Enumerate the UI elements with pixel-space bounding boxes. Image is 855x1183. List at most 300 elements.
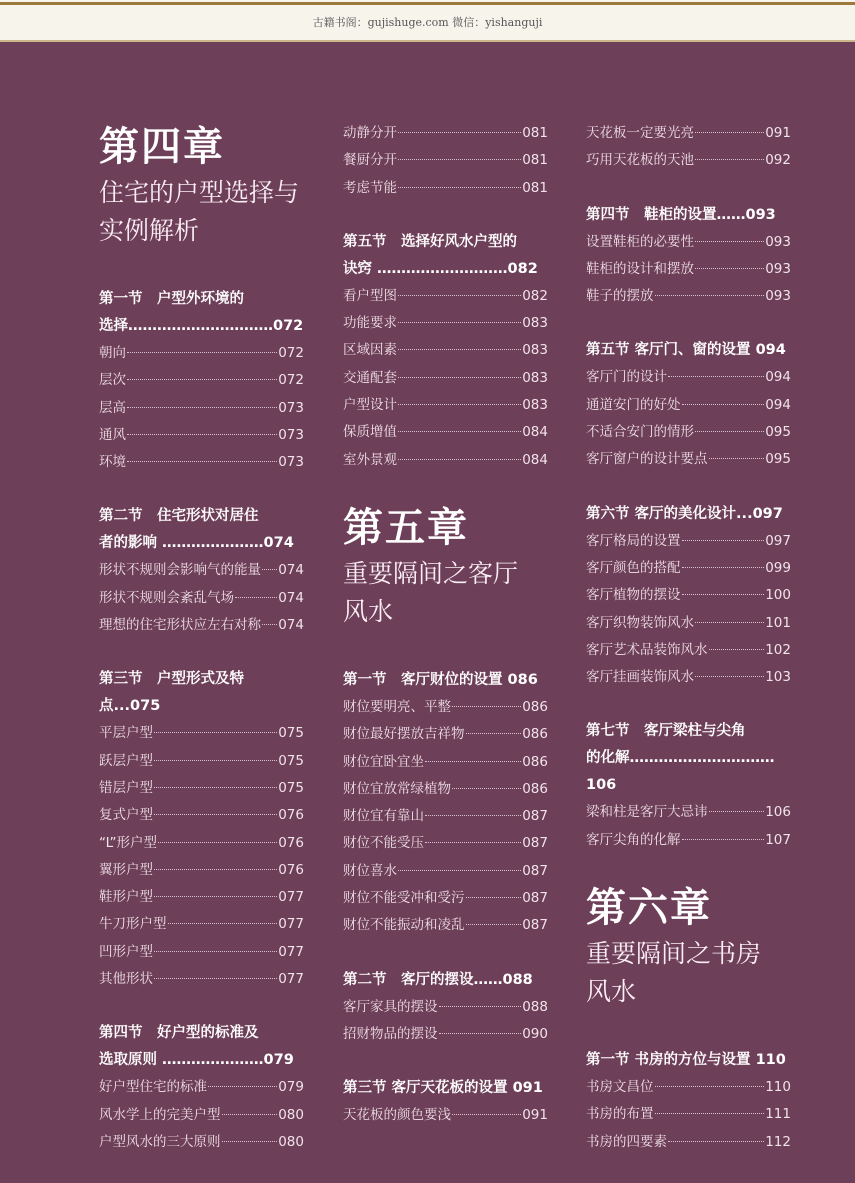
section-title: 第三节 户型形式及特点...075: [99, 671, 244, 715]
entry-label: 财位不能受冲和受污: [343, 890, 465, 907]
entry-page-number: 093: [765, 233, 791, 250]
dot-leader: [222, 1141, 278, 1142]
toc-entry: [99, 802, 304, 829]
entry-page-number: 107: [765, 831, 791, 848]
toc-entry: [343, 447, 548, 474]
entry-page-number: 080: [278, 1106, 304, 1123]
toc-entry: [343, 175, 548, 202]
entry-page-number: 102: [765, 641, 791, 658]
entry-page-number: 090: [522, 1025, 548, 1042]
toc-column-2: [343, 120, 548, 1157]
toc-entry: [343, 912, 548, 939]
entry-label: 通道安门的好处: [586, 396, 681, 413]
toc-entry: [586, 637, 791, 664]
dot-leader: [668, 376, 764, 377]
entry-page-number: 087: [522, 862, 548, 879]
toc-entry: [586, 120, 791, 147]
toc-section: [343, 967, 548, 1049]
entry-label: 书房的布置: [586, 1106, 654, 1123]
entry-page-number: 097: [765, 532, 791, 549]
section-title: 第四节 鞋柜的设置……093: [586, 206, 776, 223]
entry-label: 区域因素: [343, 342, 397, 359]
section-title: 第三节 客厅天花板的设置 091: [343, 1080, 543, 1097]
dot-leader: [398, 404, 521, 405]
toc-entry: [586, 799, 791, 826]
dot-leader: [154, 787, 277, 788]
entry-label: 客厅挂画装饰风水: [586, 669, 694, 686]
chapter-heading: [343, 501, 548, 631]
dot-leader: [127, 407, 277, 408]
section-title: 第一节 客厅财位的设置 086: [343, 671, 538, 688]
toc-entry: [99, 340, 304, 367]
toc-entry: [343, 858, 548, 885]
entry-label: 鞋柜的设计和摆放: [586, 260, 694, 277]
entry-label: 牛刀形户型: [99, 916, 167, 933]
toc-section: [99, 503, 304, 639]
entry-label: 鞋子的摆放: [586, 288, 654, 305]
entry-label: 保质增值: [343, 424, 397, 441]
entry-page-number: 076: [278, 834, 304, 851]
entry-page-number: 103: [765, 669, 791, 686]
dot-leader: [452, 788, 521, 789]
toc-column-3: [586, 120, 791, 1183]
dot-leader: [398, 377, 521, 378]
dot-leader: [425, 842, 521, 843]
entry-label: 理想的住宅形状应左右对称: [99, 617, 261, 634]
entry-label: 财位最好摆放吉祥物: [343, 726, 465, 743]
toc-section: [99, 1020, 304, 1156]
entry-page-number: 100: [765, 587, 791, 604]
toc-entry: [343, 994, 548, 1021]
entry-label: 客厅家具的摆设: [343, 998, 438, 1015]
entry-page-number: 091: [522, 1107, 548, 1124]
entry-label: 巧用天花板的天池: [586, 152, 694, 169]
toc-entry: [586, 1129, 791, 1156]
entry-label: 不适合安门的情形: [586, 424, 694, 441]
entry-label: 户型设计: [343, 397, 397, 414]
dot-leader: [154, 978, 277, 979]
toc-entry: [586, 256, 791, 283]
entry-label: 错层户型: [99, 779, 153, 796]
entry-label: 梁和柱是客厅大忌讳: [586, 804, 708, 821]
entry-page-number: 084: [522, 451, 548, 468]
dot-leader: [695, 622, 764, 623]
entry-page-number: 079: [278, 1079, 304, 1096]
toc-section: [586, 120, 791, 175]
dot-leader: [398, 159, 521, 160]
section-title: 第二节 住宅形状对居住: [99, 508, 259, 525]
entry-label: 朝向: [99, 345, 126, 361]
entry-label: 考虑节能: [343, 179, 397, 196]
chapter-title: 住宅的户型选择与: [99, 178, 300, 207]
dot-leader: [398, 349, 521, 350]
section-title: 选取原则 …………………079: [99, 1052, 294, 1069]
dot-leader: [668, 1141, 764, 1142]
toc-column-1: [99, 120, 304, 1183]
entry-label: 设置鞋柜的必要性: [586, 233, 694, 250]
entry-label: 客厅格局的设置: [586, 532, 681, 549]
chapter-title: 风水: [343, 596, 394, 626]
entry-page-number: 076: [278, 807, 304, 824]
entry-page-number: 095: [765, 424, 791, 441]
entry-page-number: 086: [522, 780, 548, 797]
entry-page-number: 074: [278, 562, 304, 579]
entry-label: 形状不规则会影响气的能量: [99, 562, 261, 579]
entry-page-number: 092: [765, 152, 791, 169]
top-band: [0, 0, 855, 42]
toc-entry: [586, 446, 791, 473]
entry-label: 财位喜水: [343, 862, 397, 879]
section-title: 第六节 客厅的美化设计...097: [586, 505, 783, 522]
dot-leader: [398, 431, 521, 432]
dot-leader: [262, 569, 277, 570]
chapter-title: 重要隔间之客厅: [343, 558, 519, 588]
entry-page-number: 075: [278, 779, 304, 796]
section-title: 第五节 客厅门、窗的设置 094: [586, 342, 786, 359]
toc-entry: [99, 1074, 304, 1101]
toc-entry: [586, 610, 791, 637]
toc-entry: [586, 364, 791, 391]
dot-leader: [695, 241, 764, 242]
dot-leader: [398, 132, 521, 133]
entry-page-number: 091: [765, 125, 791, 141]
toc-entry: [343, 419, 548, 446]
entry-page-number: 087: [522, 835, 548, 852]
entry-label: 形状不规则会紊乱气场: [99, 589, 234, 606]
toc-section: [586, 202, 791, 311]
entry-label: 跃层户型: [99, 752, 153, 769]
dot-leader: [655, 1113, 765, 1114]
entry-label: 动静分开: [343, 125, 397, 141]
toc-entry: [343, 721, 548, 748]
entry-label: 书房文昌位: [586, 1079, 654, 1096]
dot-leader: [222, 1114, 278, 1115]
entry-label: 好户型住宅的标准: [99, 1079, 207, 1096]
toc-entry: [343, 365, 548, 392]
entry-page-number: 083: [522, 315, 548, 332]
dot-leader: [154, 951, 277, 952]
toc-entry: [99, 449, 304, 476]
section-title: 第二节 客厅的摆设……088: [343, 971, 533, 988]
toc-entry: [99, 830, 304, 857]
section-title: 第一节 书房的方位与设置 110: [586, 1052, 786, 1069]
entry-label: 财位不能振动和凌乱: [343, 917, 465, 934]
entry-page-number: 093: [765, 260, 791, 277]
entry-page-number: 087: [522, 808, 548, 825]
dot-leader: [695, 132, 764, 133]
entry-page-number: 075: [278, 725, 304, 742]
dot-leader: [452, 706, 521, 707]
dot-leader: [398, 459, 521, 460]
dot-leader: [425, 761, 521, 762]
toc-entry: [99, 557, 304, 584]
entry-page-number: 077: [278, 916, 304, 933]
dot-leader: [655, 295, 765, 296]
toc-entry: [343, 392, 548, 419]
toc-section: [586, 337, 791, 473]
dot-leader: [439, 1033, 522, 1034]
toc-entry: [99, 612, 304, 639]
entry-page-number: 083: [522, 397, 548, 414]
toc-entry: [99, 966, 304, 993]
toc-entry: [586, 283, 791, 310]
toc-entry: [586, 664, 791, 691]
toc-entry: [343, 120, 548, 147]
section-title: 的化解…………………………106: [586, 750, 775, 794]
toc-entry: [343, 830, 548, 857]
entry-page-number: 095: [765, 451, 791, 468]
entry-label: 财位要明亮、平整: [343, 698, 451, 715]
section-title: 第一节 户型外环境的: [99, 291, 244, 307]
entry-label: 客厅门的设计: [586, 369, 667, 386]
entry-page-number: 077: [278, 971, 304, 988]
toc-entry: [99, 1102, 304, 1129]
dot-leader: [466, 897, 522, 898]
entry-label: 书房的四要素: [586, 1133, 667, 1150]
entry-label: 餐厨分开: [343, 152, 397, 169]
dot-leader: [127, 379, 277, 380]
toc-entry: [99, 748, 304, 775]
toc-entry: [99, 1129, 304, 1156]
entry-page-number: 081: [522, 125, 548, 141]
toc-entry: [343, 337, 548, 364]
entry-page-number: 083: [522, 342, 548, 359]
dot-leader: [127, 434, 277, 435]
toc-section: [99, 286, 304, 476]
section-title: 诀窍 ………………………082: [343, 260, 538, 277]
entry-page-number: 112: [765, 1133, 791, 1150]
toc-entry: [99, 395, 304, 422]
entry-page-number: 083: [522, 369, 548, 386]
entry-label: 功能要求: [343, 315, 397, 332]
entry-page-number: 087: [522, 890, 548, 907]
toc-entry: [343, 310, 548, 337]
entry-page-number: 111: [765, 1106, 791, 1123]
entry-label: “L”形户型: [99, 834, 158, 851]
entry-page-number: 075: [278, 752, 304, 769]
entry-label: 层次: [99, 372, 126, 389]
chapter-title: 实例解析: [99, 216, 200, 245]
entry-page-number: 081: [522, 179, 548, 196]
entry-label: 招财物品的摆设: [343, 1025, 438, 1042]
entry-label: 财位宜有靠山: [343, 808, 424, 825]
dot-leader: [655, 1086, 765, 1087]
toc-section: [343, 229, 548, 474]
entry-page-number: 072: [278, 372, 304, 389]
entry-page-number: 088: [522, 998, 548, 1015]
entry-page-number: 081: [522, 152, 548, 169]
toc-entry: [586, 419, 791, 446]
toc-entry: [99, 939, 304, 966]
entry-label: 交通配套: [343, 369, 397, 386]
dot-leader: [682, 839, 765, 840]
toc-section: [586, 1047, 791, 1156]
dot-leader: [154, 760, 277, 761]
entry-label: 凹形户型: [99, 943, 153, 960]
entry-page-number: 072: [278, 345, 304, 361]
toc-entry: [99, 884, 304, 911]
dot-leader: [154, 896, 277, 897]
section-title: 第七节 客厅梁柱与尖角: [586, 723, 746, 740]
entry-page-number: 073: [278, 454, 304, 471]
section-title: 选择…………………………072: [99, 318, 304, 334]
dot-leader: [235, 597, 277, 598]
toc-entry: [99, 720, 304, 747]
toc-entry: [343, 1021, 548, 1048]
dot-leader: [127, 461, 277, 462]
entry-page-number: 094: [765, 396, 791, 413]
entry-label: 天花板一定要光亮: [586, 125, 694, 141]
dot-leader: [466, 733, 522, 734]
dot-leader: [682, 540, 765, 541]
entry-label: 客厅窗户的设计要点: [586, 451, 708, 468]
dot-leader: [398, 295, 521, 296]
chapter-number: 第四章: [99, 123, 225, 170]
entry-page-number: 080: [278, 1133, 304, 1150]
chapter-heading: [99, 120, 304, 250]
toc-entry: [343, 1102, 548, 1129]
toc-entry: [99, 775, 304, 802]
chapter-title: 重要隔间之书房: [586, 939, 762, 969]
dot-leader: [398, 322, 521, 323]
entry-label: 户型风水的三大原则: [99, 1133, 221, 1150]
entry-label: 客厅艺术品装饰风水: [586, 641, 708, 658]
toc-section: [343, 120, 548, 202]
toc-entry: [586, 147, 791, 174]
entry-label: 客厅颜色的搭配: [586, 559, 681, 576]
dot-leader: [158, 842, 277, 843]
toc-entry: [343, 885, 548, 912]
dot-leader: [709, 811, 765, 812]
toc-entry: [586, 528, 791, 555]
chapter-number: 第六章: [586, 884, 712, 932]
entry-label: 环境: [99, 454, 126, 471]
top-rule: [0, 2, 855, 5]
entry-label: 平层户型: [99, 725, 153, 742]
entry-page-number: 073: [278, 399, 304, 416]
entry-page-number: 077: [278, 943, 304, 960]
dot-leader: [425, 815, 521, 816]
entry-label: 财位宜卧宜坐: [343, 753, 424, 770]
section-title: 第四节 好户型的标准及: [99, 1025, 259, 1042]
entry-label: 翼形户型: [99, 861, 153, 878]
dot-leader: [695, 159, 764, 160]
toc-section: [99, 666, 304, 993]
toc-entry: [586, 582, 791, 609]
toc-entry: [99, 367, 304, 394]
entry-label: 客厅织物装饰风水: [586, 614, 694, 631]
toc-entry: [99, 857, 304, 884]
entry-page-number: 106: [765, 804, 791, 821]
dot-leader: [682, 404, 765, 405]
dot-leader: [466, 924, 522, 925]
entry-label: 看户型图: [343, 287, 397, 304]
section-title: 第五节 选择好风水户型的: [343, 233, 517, 250]
entry-page-number: 110: [765, 1079, 791, 1096]
toc-entry: [343, 147, 548, 174]
toc-entry: [586, 1074, 791, 1101]
section-title: 者的影响 …………………074: [99, 535, 294, 552]
chapter-title: 风水: [586, 977, 637, 1007]
toc-entry: [343, 283, 548, 310]
entry-page-number: 077: [278, 889, 304, 906]
entry-page-number: 073: [278, 426, 304, 443]
dot-leader: [208, 1086, 277, 1087]
entry-label: 客厅植物的摆设: [586, 587, 681, 604]
dot-leader: [682, 594, 765, 595]
dot-leader: [127, 352, 277, 353]
entry-label: 财位宜放常绿植物: [343, 780, 451, 797]
entry-page-number: 074: [278, 589, 304, 606]
dot-leader: [695, 431, 764, 432]
toc-entry: [343, 749, 548, 776]
entry-label: 财位不能受压: [343, 835, 424, 852]
chapter-number: 第五章: [343, 503, 469, 551]
entry-label: 其他形状: [99, 971, 153, 988]
entry-label: 风水学上的完美户型: [99, 1106, 221, 1123]
dot-leader: [154, 732, 277, 733]
chapter-heading: [586, 881, 791, 1011]
toc-section: [343, 1075, 548, 1129]
entry-page-number: 084: [522, 424, 548, 441]
entry-page-number: 076: [278, 861, 304, 878]
toc-entry: [99, 911, 304, 938]
entry-label: 客厅尖角的化解: [586, 831, 681, 848]
entry-label: 层高: [99, 399, 126, 416]
toc-section: [586, 718, 791, 854]
toc-entry: [99, 585, 304, 612]
dot-leader: [709, 649, 765, 650]
entry-page-number: 082: [522, 287, 548, 304]
entry-page-number: 087: [522, 917, 548, 934]
dot-leader: [398, 870, 521, 871]
toc-entry: [586, 827, 791, 854]
entry-page-number: 094: [765, 369, 791, 386]
dot-leader: [709, 458, 765, 459]
entry-label: 室外景观: [343, 451, 397, 468]
toc-entry: [343, 776, 548, 803]
dot-leader: [398, 187, 521, 188]
dot-leader: [682, 567, 765, 568]
entry-page-number: 086: [522, 698, 548, 715]
toc-entry: [586, 229, 791, 256]
dot-leader: [154, 869, 277, 870]
toc-entry: [343, 694, 548, 721]
toc-entry: [586, 392, 791, 419]
dot-leader: [452, 1114, 521, 1115]
watermark-text: 古籍书阁：gujishuge.com 微信：yishanguji: [312, 16, 543, 29]
entry-label: 天花板的颜色要浅: [343, 1107, 451, 1124]
dot-leader: [262, 624, 277, 625]
entry-label: 通风: [99, 426, 126, 443]
entry-page-number: 086: [522, 726, 548, 743]
dot-leader: [168, 923, 278, 924]
dot-leader: [695, 268, 764, 269]
dot-leader: [154, 814, 277, 815]
toc-entry: [99, 422, 304, 449]
entry-page-number: 099: [765, 559, 791, 576]
toc-entry: [586, 555, 791, 582]
toc-entry: [343, 803, 548, 830]
entry-page-number: 086: [522, 753, 548, 770]
entry-page-number: 093: [765, 288, 791, 305]
entry-page-number: 074: [278, 617, 304, 634]
toc-section: [343, 667, 548, 940]
entry-label: 鞋形户型: [99, 889, 153, 906]
toc-entry: [586, 1101, 791, 1128]
entry-page-number: 101: [765, 614, 791, 631]
toc-section: [586, 501, 791, 692]
